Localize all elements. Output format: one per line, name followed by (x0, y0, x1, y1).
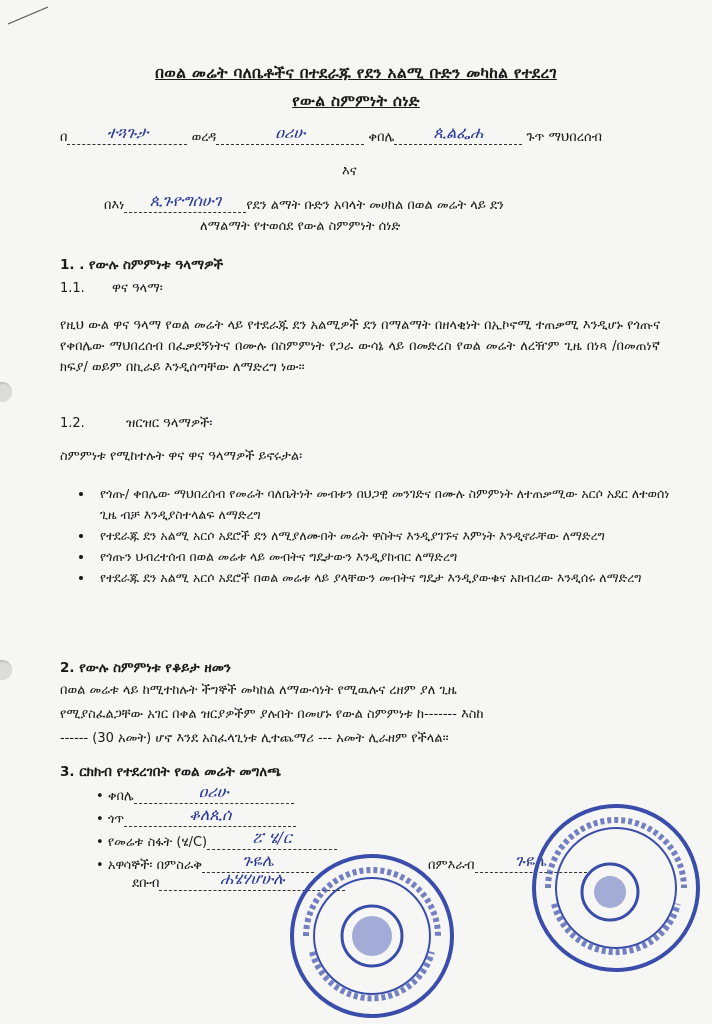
corner-pen-mark (6, 4, 50, 26)
section1-1-title: ዋና ዓላማ፡ (112, 281, 163, 296)
area-item-handwriting: ፘ ሄ/ር (252, 828, 292, 847)
kebele-label: ቀበሌ (368, 130, 395, 145)
group-text-line2: ለማልማት የተወሰደ የውል ስምምነት ሰነድ (200, 219, 401, 234)
west-boundary-handwriting: ጉዬሌ (514, 851, 547, 870)
area-item-blank (207, 828, 337, 850)
zone-handwriting: ተጓጉታ (106, 123, 149, 142)
woreda-label: ወረዳ (191, 130, 217, 145)
group-text: የደን ልማት ቡድን አባላት መሀከል በወል መሬት ላይ ደን (246, 198, 504, 213)
zone-blank (67, 123, 187, 145)
list-item: • የተደራጁ ደን አልሚ አርሶ አደሮች በወል መሬቱ ላይ ያላቸውን መብትና ግዴታ እንዲያውቁና አክብረው እንዲሰሩ ለማድረግ (94, 567, 670, 588)
kebele-item-blank (134, 782, 294, 804)
list-item: • የጎጡ/ ቀበሌው ማህበረሰብ የመሬት ባለቤትነት መብቱን በህጋዊ መንገድና በሙሉ ስምምነት ለተጠቃሚው አርሶ አደር ለተወሰነ ጊዜ ብቻ እንዲያስተላልፍ ለማድረግ (94, 483, 670, 525)
got-item-handwriting: ቆለጲሰ (188, 805, 232, 824)
document-title: በወል መሬት ባለቤቶችና በተደራጁ የደን አልሚ ቡድን መካከል የተደረገ (155, 64, 557, 82)
list-item: • የጎጡን ህብረተሰብ በወል መሬቱ ላይ መብትና ግዴታውን እንዲያከብር ለማድረግ (94, 546, 670, 567)
group-name-handwriting: ጲጉዮግሰሁገ (149, 191, 222, 210)
official-stamp-left (286, 852, 458, 1020)
got-item-label: ጎጥ (107, 812, 125, 827)
section3-heading: 3. ርክክብ የተደረገበት የወል መሬት መግለጫ (60, 764, 282, 780)
kebele-handwriting: ጲልፌሐ (433, 123, 484, 142)
duration-line2: የሚያስፈልጋቸው አገር በቀል ዝርያዎችም ያሉበት በመሆኑ የውል ስምምነቱ ከ------- እስከ (60, 707, 484, 722)
east-boundary-handwriting: ጉዬሌ (242, 851, 274, 870)
official-stamp-right (530, 800, 702, 976)
section2-heading: 2. የውሉ ስምምነቱ የቆይታ ዘመን (60, 660, 231, 676)
south-boundary-label: ደቡብ (132, 876, 160, 891)
prefix-label: በ (60, 130, 68, 145)
south-boundary-handwriting: ሐሄሃሆሁሉ (220, 869, 285, 888)
kebele-item-label: ቀበሌ (107, 789, 134, 804)
section1-heading: 1. . የውሉ ስምምነቱ ዓላማዎች (60, 257, 224, 273)
group-line (104, 191, 504, 213)
section1-2-title: ዝርዝር ዓላማዎች፡ (126, 416, 213, 431)
parties-line (60, 123, 602, 145)
list-item: • የተደራጁ ደን አልሚ አርሶ አደሮች ደን ለሚያለሙበት መሬት ዋስትና እንዲያገኙና እምነት እንዲኖራቸው ለማድረግ (94, 525, 670, 546)
land-item-got: • ጎጥ ቆለጲሰ (96, 810, 296, 827)
community-label: ጉጥ ማህበረሰብ (526, 130, 602, 145)
east-boundary-label: አዋሳኞች፡ በምስራቅ (107, 858, 202, 873)
kebele-blank (394, 123, 522, 145)
section1-2-number: 1.2. (60, 416, 85, 431)
land-item-kebele: • ቀበሌ ዐሪሁ (96, 787, 294, 804)
duration-line1: በወል መሬቱ ላይ ከሚተከሉት ችግኞች መካከል ለማውሳነት የሚዉሉና ረዘም ያለ ጊዜ (60, 683, 457, 698)
west-boundary-label: በምእራብ (428, 858, 475, 873)
section1-1-number: 1.1. (60, 281, 85, 296)
main-objective-paragraph: የዚህ ውል ዋና ዓላማ የወል መሬት ላይ የተደራጁ ደን አልሚዎች ደን በማልማት በዘላቂነት በኢኮኖሚ ተጠቃሚ እንዲሆኑ የጎጡና የቀበሌው ማህበረሰብ በፈቃደኝነትና በሙሉ በስምምነት የጋራ ውሳኔ ላይ በመድረስ የወል መሬት ለረዥም ጊዜ በነጻ /በመጠነኛ ክፍያ/ ወይም በኪራይ እንዲሰጣቸው ለማድረግ ነው፡፡ (60, 318, 660, 375)
in-prefix-label: በእነ (104, 198, 125, 213)
document-subtitle: የውል ስምምነት ሰነድ (292, 92, 420, 110)
land-item-boundaries: • አዋሳኞች፡ በምስራቅ ጉዬሌ (96, 856, 314, 873)
area-item-label: የመሬቱ ስፋት (ሄ/C) (107, 835, 208, 850)
group-name-blank (124, 191, 246, 213)
duration-line3: ------ (30 አመት) ሆኖ እንደ አስፈላጊነቱ ሊተጨማሪ --- አመት ሊራዘም የችላል፡፡ (60, 731, 449, 746)
kebele-item-handwriting: ዐሪሁ (198, 782, 229, 801)
punch-hole (0, 660, 12, 680)
got-item-blank (124, 805, 296, 827)
woreda-blank (216, 123, 364, 145)
land-item-area: • የመሬቱ ስፋት (ሄ/C) ፘ ሄ/ር (96, 833, 337, 850)
punch-hole (0, 382, 12, 402)
woreda-handwriting: ዐሪሁ (275, 123, 306, 142)
objectives-list (76, 483, 670, 588)
and-label: እና (342, 164, 357, 179)
specific-objectives-intro: ስምምነቱ የሚከተሉት ዋና ዋና ዓላማዎች ይኖሩታል፡ (60, 449, 303, 464)
